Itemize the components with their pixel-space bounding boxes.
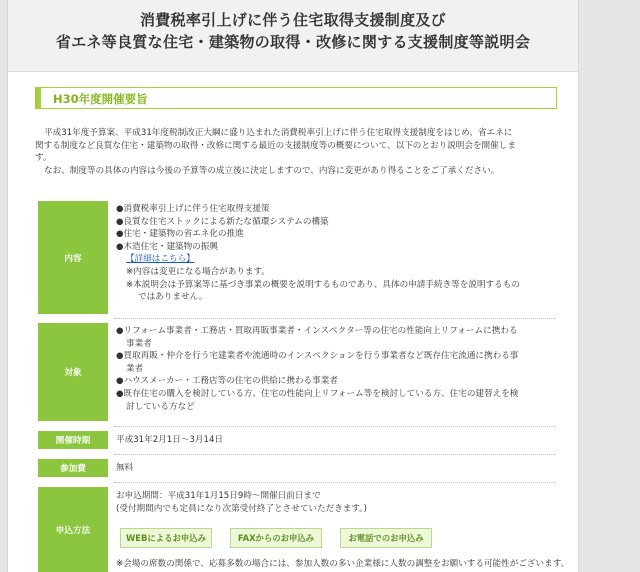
row-divider [114,426,556,427]
section-heading [35,87,557,109]
contents-note2-line2: ではありません。 [138,292,208,303]
apply-note: ※会場の席数の関係で、応募多数の場合には、参加人数の多い企業様に人数の調整をお願いする可能性がございます。 [116,559,570,569]
period-label: 開催時期 [38,431,108,449]
web-apply-button[interactable]: WEBによるお申込み [120,528,212,548]
page-header [8,0,578,72]
detail-link[interactable]: 【詳細はこちら】 [126,254,195,265]
contents-body [116,203,556,304]
row-divider [114,454,556,455]
row-divider [114,318,556,319]
target-item2-line2: 業者 [126,363,144,374]
contents-item: ●住宅・建築物の省エネ化の推進 [116,229,244,240]
apply-period: お申込期間：平成31年1月15日9時～開催日前日まで [116,491,321,501]
row-divider [114,482,556,483]
contents-label: 内容 [38,201,108,314]
page-title-line1: 消費税率引上げに伴う住宅取得支援制度及び [139,11,446,29]
intro-text [35,127,559,177]
contents-note2-line1: ※本説明会は予算案等に基づき事業の概要を説明するものであり、具体の申請手続き等を説明するもの [126,279,520,290]
target-item4-line2: 討している方など [126,401,195,412]
contents-note1: ※内容は変更になる場合があります。 [126,266,271,277]
apply-body [116,490,556,515]
intro-p1-line3: す。 [35,153,52,163]
apply-period-note: (受付期間内でも定員になり次第受付終了とさせていただきます。) [116,503,367,514]
fax-apply-button[interactable]: FAXからのお申込み [230,528,322,548]
target-item2-line1: ●買取再販・仲介を行う宅建業者や流通時のインスペクションを行う事業者など既存住宅流通に携わる事 [116,351,519,362]
target-body [116,325,556,413]
apply-label: 申込方法 [38,487,108,572]
target-item1-line1: ●リフォーム事業者・工務店・買取再販事業者・インスペクター等の住宅の性能向上リフォームに携わる [116,326,518,336]
target-item1-line2: 事業者 [126,338,152,349]
target-label: 対象 [38,323,108,421]
intro-p2: なお、制度等の具体の内容は今後の予算等の成立後に決定しますので、内容に変更があり得ることをご了承ください。 [44,165,500,176]
target-item3: ●ハウスメーカー・工務店等の住宅の供給に携わる事業者 [116,376,338,387]
fee-value: 無料 [116,463,134,473]
contents-item: ●良質な住宅ストックによる新たな循環システムの構築 [116,216,329,227]
page-title-line2: 省エネ等良質な住宅・建築物の取得・改修に関する支援制度等説明会 [55,33,531,51]
phone-apply-button[interactable]: お電話でのお申込み [340,528,432,548]
period-value: 平成31年2月1日～3月14日 [116,435,224,445]
target-item4-line1: ●既存住宅の購入を検討している方、住宅の性能向上リフォーム等を検討している方、住宅の建替えを検 [116,388,519,399]
section-title: H30年度開催要旨 [53,92,148,106]
intro-p1-line1: 平成31年度予算案、平成31年度税制改正大綱に盛り込まれた消費税率引上げに伴う住宅取得支援制度をはじめ、省エネに [44,128,513,138]
fee-label: 参加費 [38,459,108,477]
page [7,0,579,572]
contents-item: ●木造住宅・建築物の振興 [116,241,219,252]
intro-p1-line2: 関する制度など良質な住宅・建築物の取得・改修に関する最近の支援制度等の概要について、以下のとおり説明会を開催しま [35,140,516,151]
contents-item: ●消費税率引上げに伴う住宅取得支援策 [116,204,270,214]
